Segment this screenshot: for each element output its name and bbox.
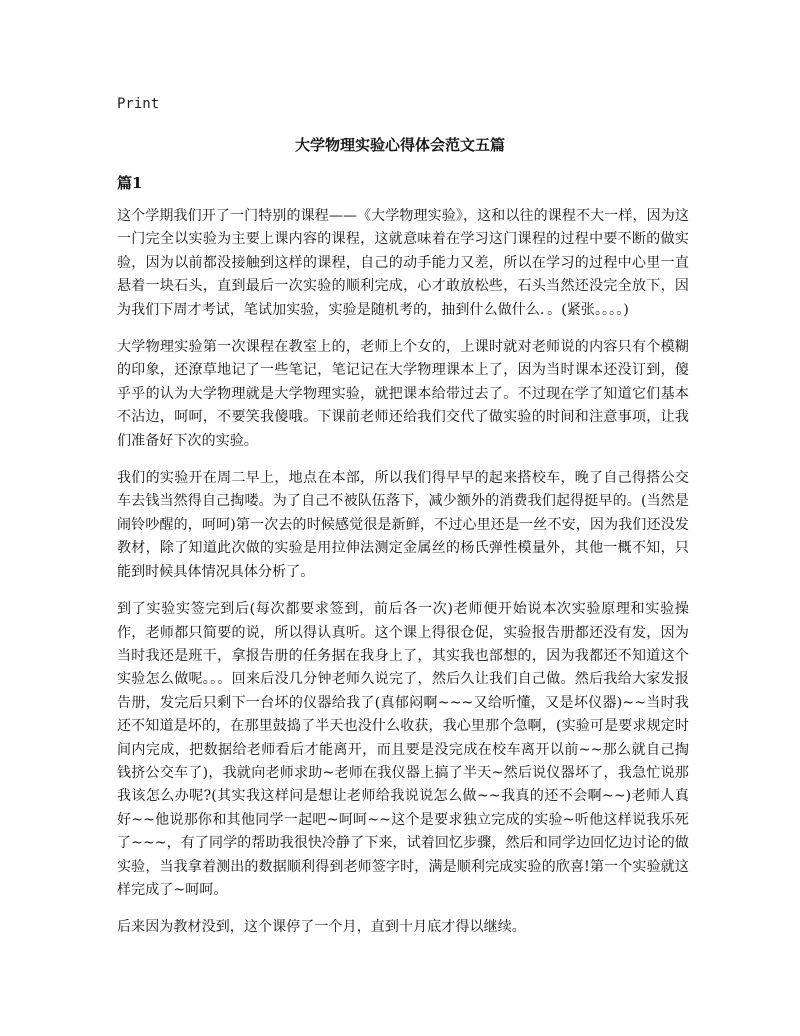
paragraph-4: 到了实验实签完到后(每次都要求签到，前后各一次)老师便开始说本次实验原理和实验操作，老师都只简要的说，所以得认真听。这个课上得很仓促，实验报告册都还没有发，因为当时我还是班干，拿报告册的任务据在我身上了，其实我也部想的，因为我都还不知道这个实验怎么做呢。。。回来后没几分钟老师久说完了，然后久让我们自己做。然后我给大家发报告册，发完后只剩下一台坏的仪器给我了(真郁闷啊~~~又给听懂，又是坏仪器)~~当时我还不知道是坏的，在那里鼓捣了半天也没什么收获，我心里那个急啊，(实验可是要求规定时间内完成，把数据给老师看后才能离开，而且要是没完成在校车离开以前~~那么就自己掏钱挤公交车了)，我就向老师求助~老师在我仪器上搞了半天~然后说仪器坏了，我急忙说那我该怎么办呢?(其实我这样问是想让老师给我说说怎么做~~我真的还不会啊~~)老师人真好~~他说那你和其他同学一起吧~呵呵~~这个是要求独立完成的实验~听他这样说我乐死了~~~，有了同学的帮助我很快冷静了下来，试着回忆步骤，然后和同学边回忆边讨论的做实验，当我拿着测出的数据顺利得到老师签字时，满是顺利完成实验的欣喜!第一个实验就这样完成了~呵呵。 [117,601,689,898]
document-body [117,205,689,954]
paragraph-1: 这个学期我们开了一门特别的课程——《大学物理实验》，这和以往的课程不大一样，因为这一门完全以实验为主要上课内容的课程，这就意味着在学习这门课程的过程中要不断的做实验，因为以前都没接触到这样的课程，自己的动手能力又差，所以在学习的过程中心里一直悬着一块石头，直到最后一次实验的顺利完成，心才敢放松些，石头当然还没完全放下，因为我们下周才考试，笔试加实验，实验是随机考的，抽到什么做什么．。(紧张。。。。) [117,208,689,318]
paragraph-5: 后来因为教材没到，这个课停了一个月，直到十月底才得以继续。 [117,919,526,936]
section-heading: 篇1 [117,174,143,192]
paragraph-3: 我们的实验开在周二早上，地点在本部，所以我们得早早的起来搭校车，晚了自己得搭公交车去钱当然得自己掏喽。为了自己不被队伍落下，减少额外的消费我们起得挺早的。(当然是闹铃吵醒的，呵呵)第一次去的时候感觉很是新鲜，不过心里还是一丝不安，因为我们还没发教材，除了知道此次做的实验是用拉伸法测定金属丝的杨氏弹性模量外，其他一概不知，只能到时候具体情况具体分析了。 [117,470,689,580]
document-title: 大学物理实验心得体会范文五篇 [294,136,505,154]
paragraph-2: 大学物理实验第一次课程在教室上的，老师上个女的，上课时就对老师说的内容只有个模糊的印象，还潦草地记了一些笔记，笔记记在大学物理课本上了，因为当时课本还没订到，傻乎乎的认为大学物理就是大学物理实验，就把课本给带过去了。不过现在学了知道它们基本不沾边，呵呵，不要笑我傻哦。下课前老师还给我们交代了做实验的时间和注意事项，让我们准备好下次的实验。 [117,339,689,449]
print-link[interactable]: Print [117,96,160,112]
